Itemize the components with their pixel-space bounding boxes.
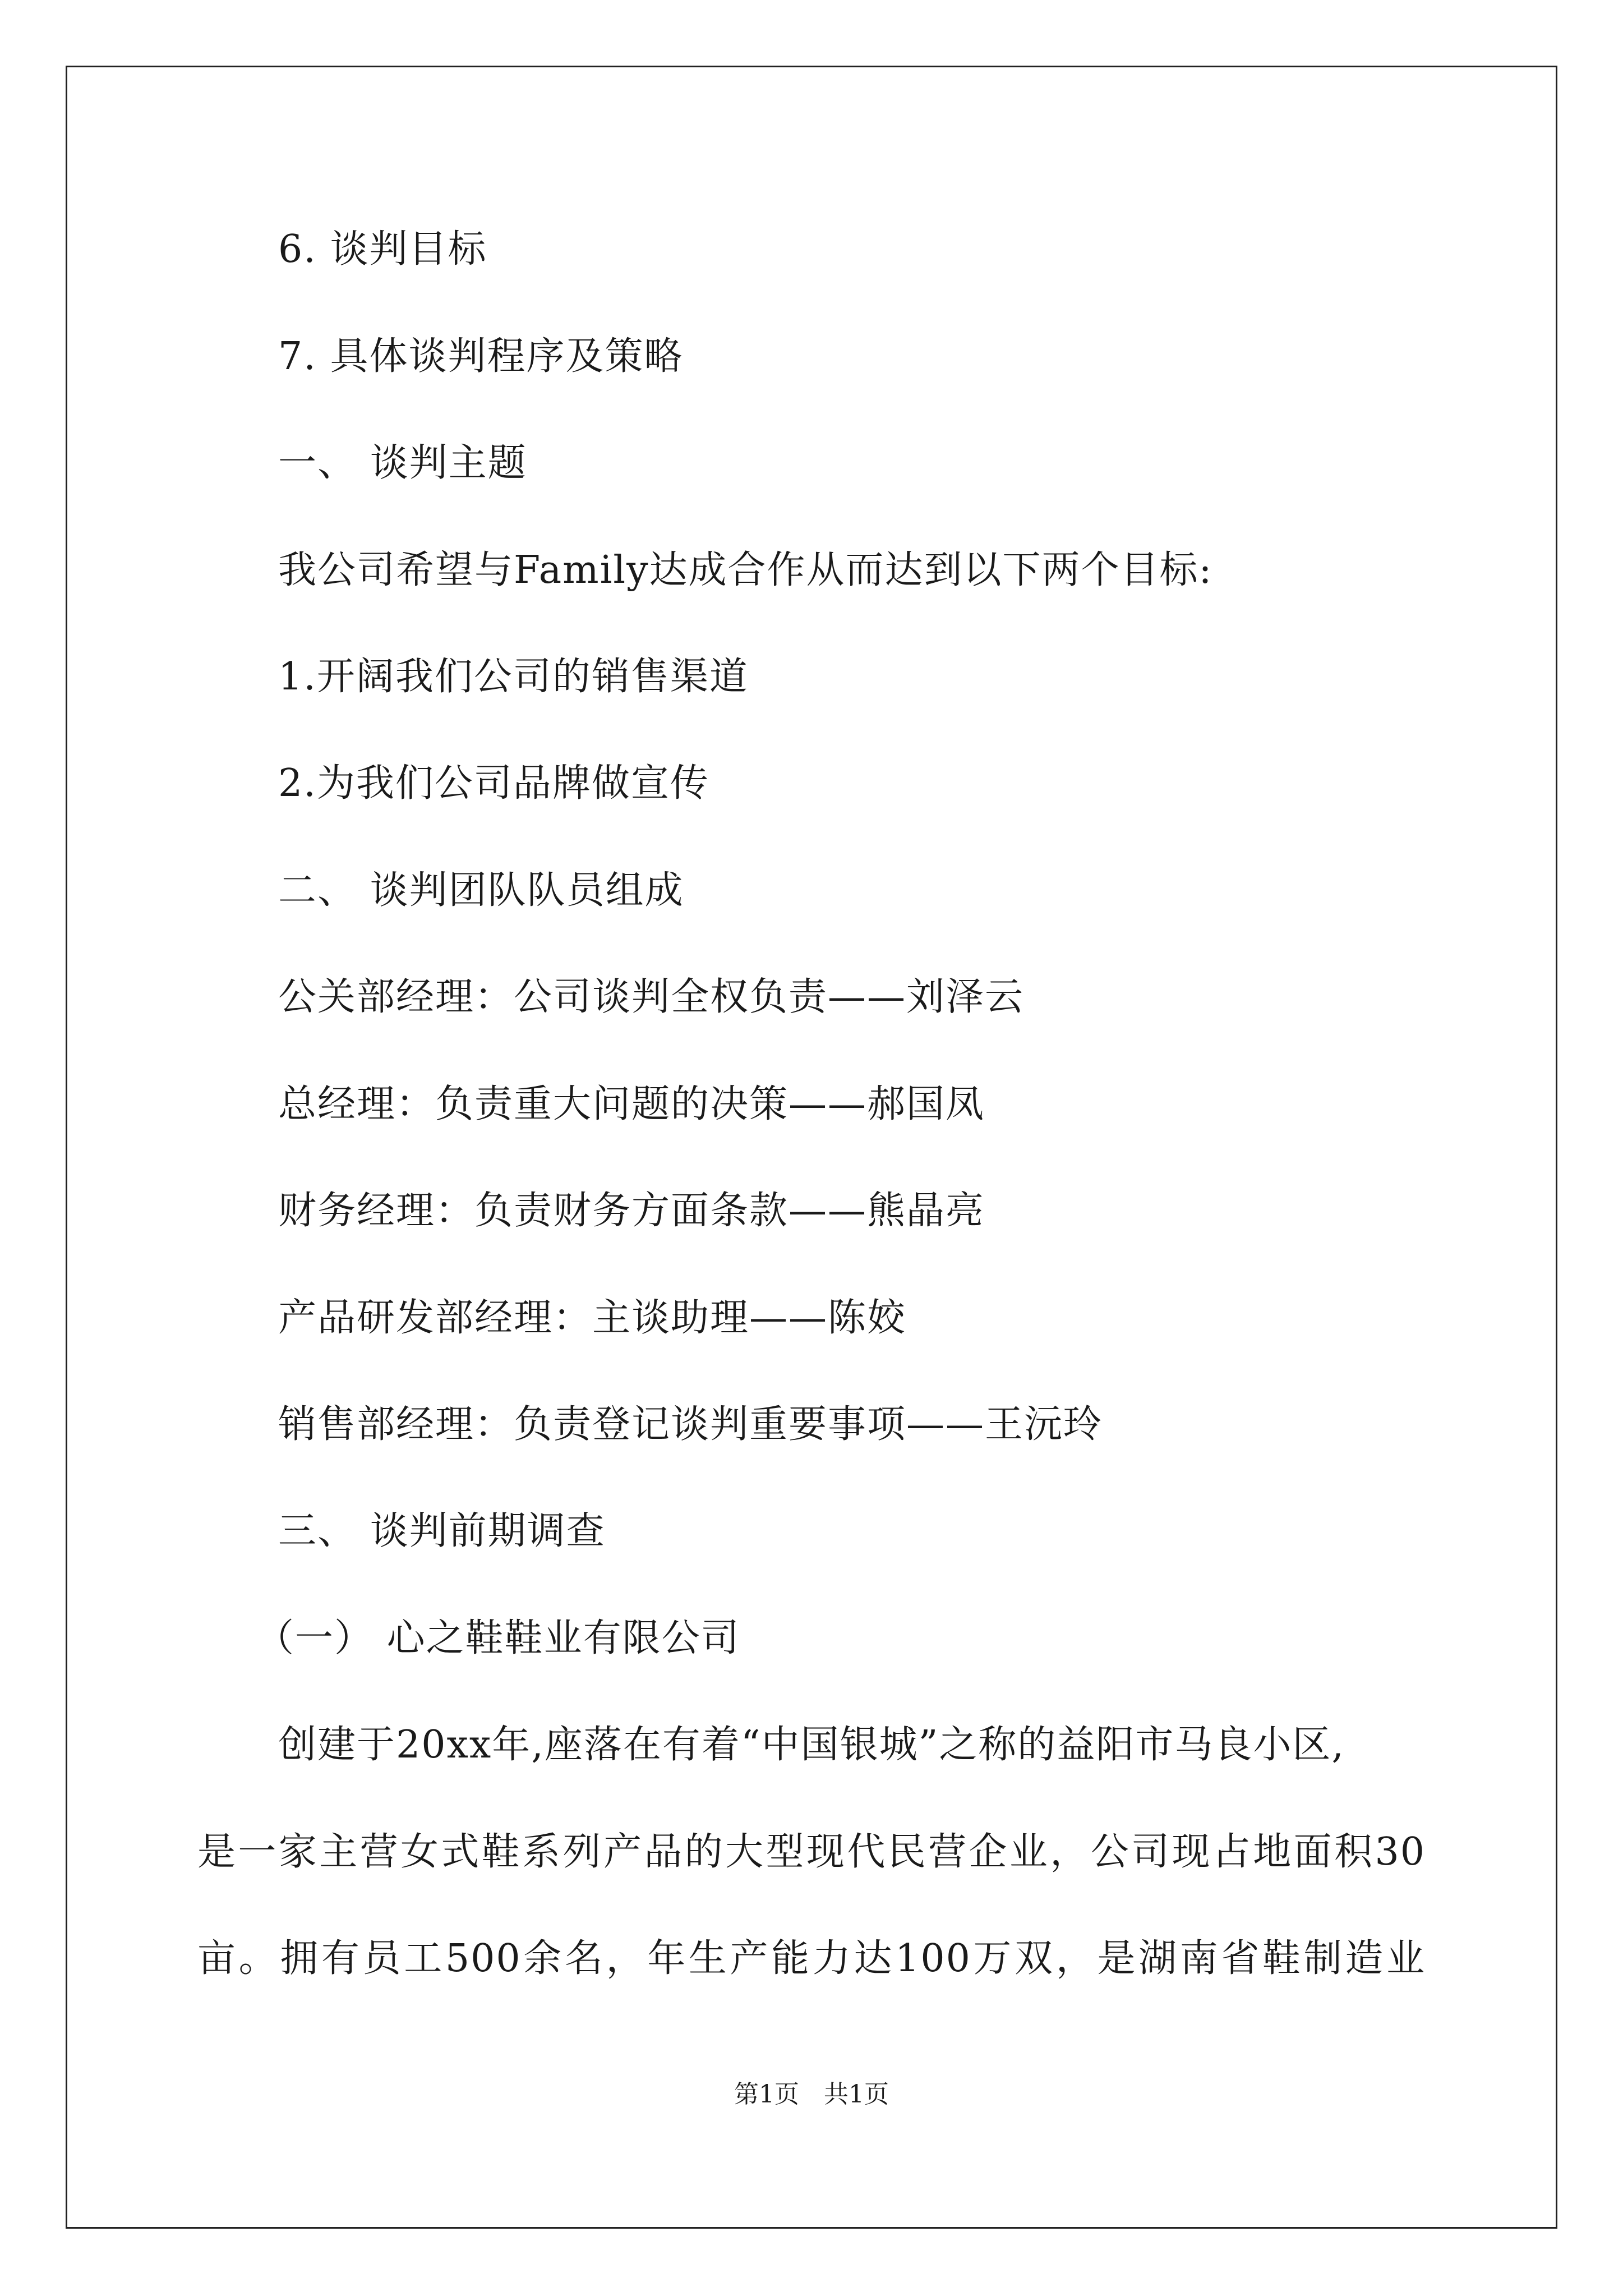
team-member-gm: 总经理：负责重大问题的决策——郝国凤 — [278, 1082, 985, 1126]
section-heading-team: 二、 谈判团队队员组成 — [278, 868, 684, 913]
paragraph-line-3: 亩。拥有员工500余名，年生产能力达100万双，是湖南省鞋制造业 — [197, 1936, 1426, 1981]
objective-item-2: 2.为我们公司品牌做宣传 — [278, 761, 709, 806]
list-item-procedure: 7. 具体谈判程序及策略 — [278, 334, 684, 379]
paragraph-objectives: 我公司希望与Family达成合作从而达到以下两个目标: — [278, 548, 1213, 592]
team-member-finance: 财务经理：负责财务方面条款——熊晶亮 — [278, 1189, 985, 1233]
team-member-sales: 销售部经理：负责登记谈判重要事项——王沅玲 — [278, 1402, 1103, 1447]
section-heading-topic: 一、 谈判主题 — [278, 441, 527, 485]
section-heading-research: 三、 谈判前期调查 — [278, 1509, 606, 1553]
team-member-pr: 公关部经理：公司谈判全权负责——刘泽云 — [278, 975, 1025, 1019]
team-member-rd: 产品研发部经理：主谈助理——陈姣 — [278, 1296, 907, 1340]
page-border — [66, 66, 1557, 2229]
objective-item-1: 1.开阔我们公司的销售渠道 — [278, 655, 749, 699]
paragraph-line-2: 是一家主营女式鞋系列产品的大型现代民营企业，公司现占地面积30 — [197, 1830, 1426, 1874]
page-footer: 第1页 共1页 — [734, 2080, 889, 2109]
list-item-goal: 6. 谈判目标 — [278, 227, 487, 272]
subsection-heading-company: （一） 心之鞋鞋业有限公司 — [256, 1616, 740, 1660]
paragraph-line-1: 创建于20xx年,座落在有着“中国银城”之称的益阳市马良小区, — [278, 1723, 1345, 1767]
